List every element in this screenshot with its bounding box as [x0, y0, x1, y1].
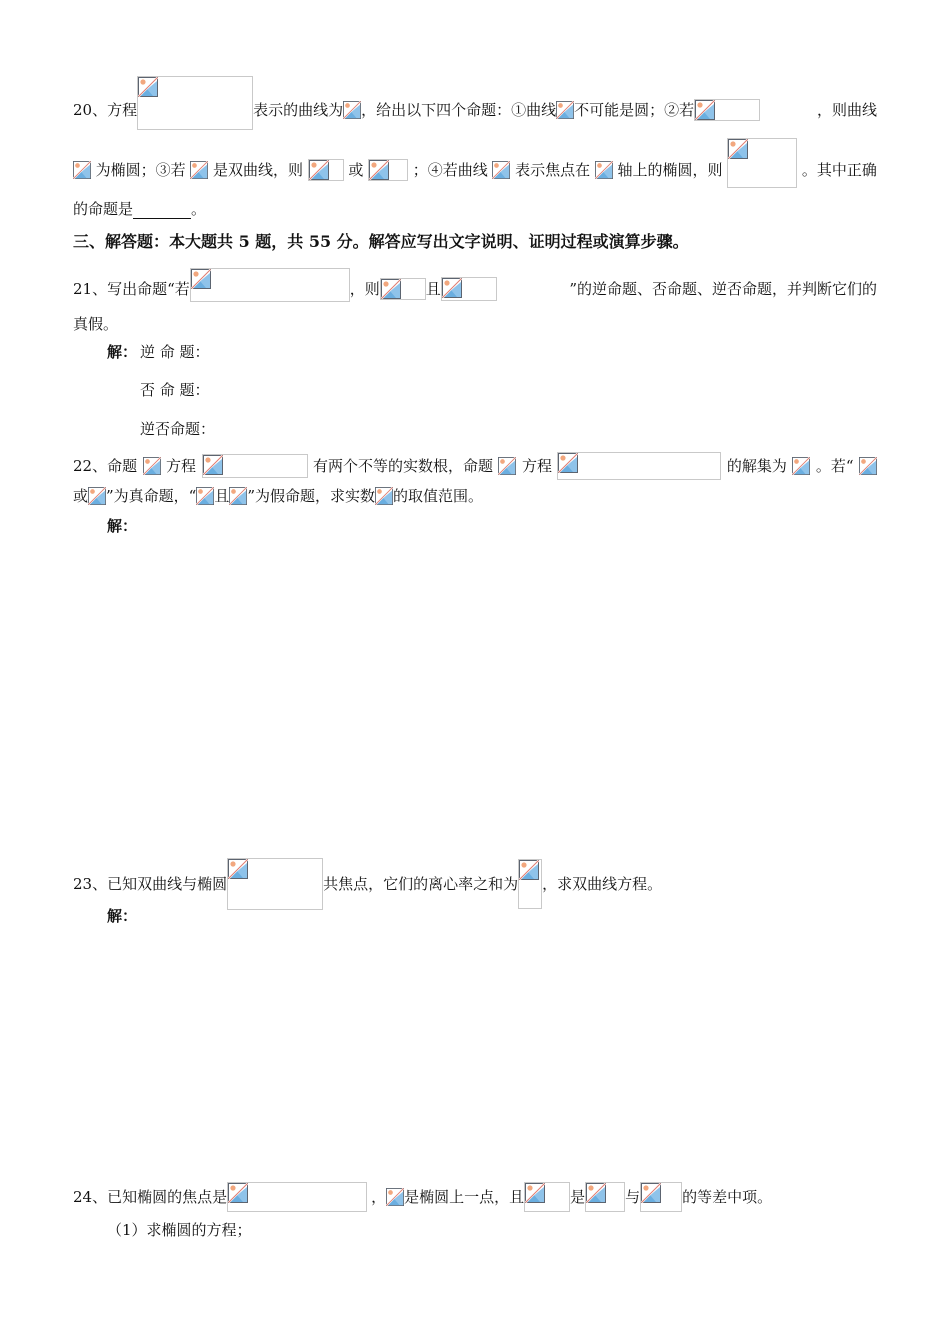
- q24-text-2: ，: [371, 1188, 387, 1206]
- broken-image-icon: [556, 101, 574, 119]
- q20-text-5: ，则曲线: [816, 101, 877, 119]
- q20-text-8: 或: [348, 161, 364, 179]
- equation-image: [137, 76, 253, 130]
- broken-image-icon: [190, 161, 208, 179]
- q20-line-2: [73, 152, 877, 188]
- broken-image-icon: [519, 860, 539, 880]
- q21-line-1: [73, 276, 877, 302]
- formula-image: [143, 457, 161, 475]
- broken-image-icon: [203, 455, 223, 475]
- q20-line-1: [73, 90, 877, 130]
- broken-image-icon: [859, 457, 877, 475]
- broken-image-icon: [525, 1183, 545, 1203]
- formula-image: [492, 161, 510, 179]
- formula-image: [229, 487, 247, 505]
- answer-blank: [133, 204, 191, 219]
- formula-image: [380, 278, 426, 300]
- formula-image: [190, 268, 350, 302]
- broken-image-icon: [88, 487, 106, 505]
- formula-image: [441, 277, 497, 301]
- q20-text-11: 轴上的椭圆，则: [617, 161, 723, 179]
- solution-label: 解：: [107, 343, 138, 361]
- solution-label: 解：: [107, 517, 138, 535]
- broken-image-icon: [695, 100, 715, 120]
- q22-text-6: 。若“: [815, 457, 854, 475]
- q22-text-3: 有两个不等的实数根，命题: [312, 457, 493, 475]
- q24-text-1: 24、已知椭圆的焦点是: [73, 1188, 228, 1206]
- formula-image: [386, 1188, 404, 1206]
- formula-image: [498, 457, 516, 475]
- broken-image-icon: [641, 1183, 661, 1203]
- q21-text-1: 21、写出命题“若: [73, 280, 190, 298]
- formula-image: [524, 1182, 570, 1212]
- q21-line-2: 真假。: [73, 315, 119, 333]
- q22-text-9: 且: [214, 487, 230, 505]
- q20-line-3: [73, 199, 206, 219]
- broken-image-icon: [138, 77, 158, 97]
- broken-image-icon: [229, 487, 247, 505]
- q22-text-8: ”为真命题，“: [106, 487, 197, 505]
- q20-text-13: 的命题是: [73, 200, 134, 218]
- formula-image: [556, 101, 574, 119]
- q23-text-1: 23、已知双曲线与椭圆: [73, 875, 228, 893]
- broken-image-icon: [375, 487, 393, 505]
- q20-text-2: 表示的曲线为: [253, 101, 344, 119]
- equation-image: [557, 452, 721, 480]
- q24-text-5: 与: [625, 1188, 641, 1206]
- q22-text-2: 方程: [166, 457, 197, 475]
- broken-image-icon: [586, 1183, 606, 1203]
- formula-image: [73, 161, 91, 179]
- converse-label: 逆 命 题：: [140, 343, 210, 361]
- equation-image: [202, 454, 308, 478]
- formula-image: [375, 487, 393, 505]
- q20-text-6: 为椭圆；③若: [95, 161, 186, 179]
- q21-text-4: ”的逆命题、否命题、逆否命题，并判断它们的: [569, 280, 877, 298]
- broken-image-icon: [228, 859, 248, 879]
- q24-text-4: 是: [570, 1188, 586, 1206]
- formula-image: [727, 138, 797, 188]
- formula-image: [518, 859, 542, 909]
- q22-text-10: ”为假命题，求实数: [247, 487, 376, 505]
- formula-image: [88, 487, 106, 505]
- q23-text-2: 共焦点，它们的离心率之和为: [323, 875, 519, 893]
- broken-image-icon: [228, 1183, 248, 1203]
- broken-image-icon: [558, 453, 578, 473]
- condition-image: [694, 99, 760, 121]
- formula-image: [196, 487, 214, 505]
- q24-text-6: 的等差中项。: [682, 1188, 773, 1206]
- q22-line-1: [73, 452, 877, 480]
- q20-text-10: 表示焦点在: [515, 161, 591, 179]
- formula-image: [859, 457, 877, 475]
- formula-image: [792, 457, 810, 475]
- broken-image-icon: [792, 457, 810, 475]
- q20-text-3: ，给出以下四个命题：①曲线: [361, 101, 557, 119]
- broken-image-icon: [191, 269, 211, 289]
- q20-text-1: 20、方程: [73, 101, 138, 119]
- q21-text-3: 且: [425, 280, 441, 298]
- q20-text-12: 。其中正确: [801, 161, 877, 179]
- q21-text-2: ，则: [349, 280, 380, 298]
- formula-image: [595, 161, 613, 179]
- q20-text-7: 是双曲线，则: [213, 161, 304, 179]
- q22-text-4: 方程: [521, 457, 552, 475]
- formula-image: [190, 161, 208, 179]
- contrapositive-label: 逆否命题：: [140, 420, 216, 438]
- broken-image-icon: [595, 161, 613, 179]
- inverse-label: 否 命 题：: [140, 381, 210, 399]
- broken-image-icon: [381, 279, 401, 299]
- q24-text-3: 是椭圆上一点，且: [404, 1188, 525, 1206]
- formula-image: [227, 1182, 367, 1212]
- ellipse-equation-image: [227, 858, 323, 910]
- broken-image-icon: [143, 457, 161, 475]
- q20-text-9: ；④若曲线: [412, 161, 488, 179]
- formula-image: [343, 101, 361, 119]
- q23-line-1: [73, 858, 662, 910]
- broken-image-icon: [343, 101, 361, 119]
- broken-image-icon: [369, 160, 389, 180]
- solution-label: 解：: [107, 907, 138, 925]
- broken-image-icon: [442, 278, 462, 298]
- broken-image-icon: [196, 487, 214, 505]
- q23-text-3: ，求双曲线方程。: [542, 875, 663, 893]
- q22-text-7: 或: [73, 487, 89, 505]
- section-heading: 三、解答题：本大题共 5 题，共 55 分。解答应写出文字说明、证明过程或演算步骤。: [73, 232, 689, 251]
- broken-image-icon: [73, 161, 91, 179]
- q22-text-5: 的解集为: [726, 457, 787, 475]
- q22-text-11: 的取值范围。: [393, 487, 484, 505]
- broken-image-icon: [309, 160, 329, 180]
- q20-text-14: 。: [191, 200, 207, 218]
- broken-image-icon: [386, 1188, 404, 1206]
- broken-image-icon: [498, 457, 516, 475]
- q22-text-1: 22、命题: [73, 457, 138, 475]
- q20-text-4: 不可能是圆；②若: [574, 101, 695, 119]
- broken-image-icon: [728, 139, 748, 159]
- formula-image: [308, 159, 344, 181]
- q24-line-1: [73, 1182, 772, 1212]
- q24-part-1: （1）求椭圆的方程；: [107, 1221, 252, 1239]
- broken-image-icon: [492, 161, 510, 179]
- q22-line-2: [73, 486, 483, 506]
- formula-image: [640, 1182, 682, 1212]
- formula-image: [368, 159, 408, 181]
- formula-image: [585, 1182, 625, 1212]
